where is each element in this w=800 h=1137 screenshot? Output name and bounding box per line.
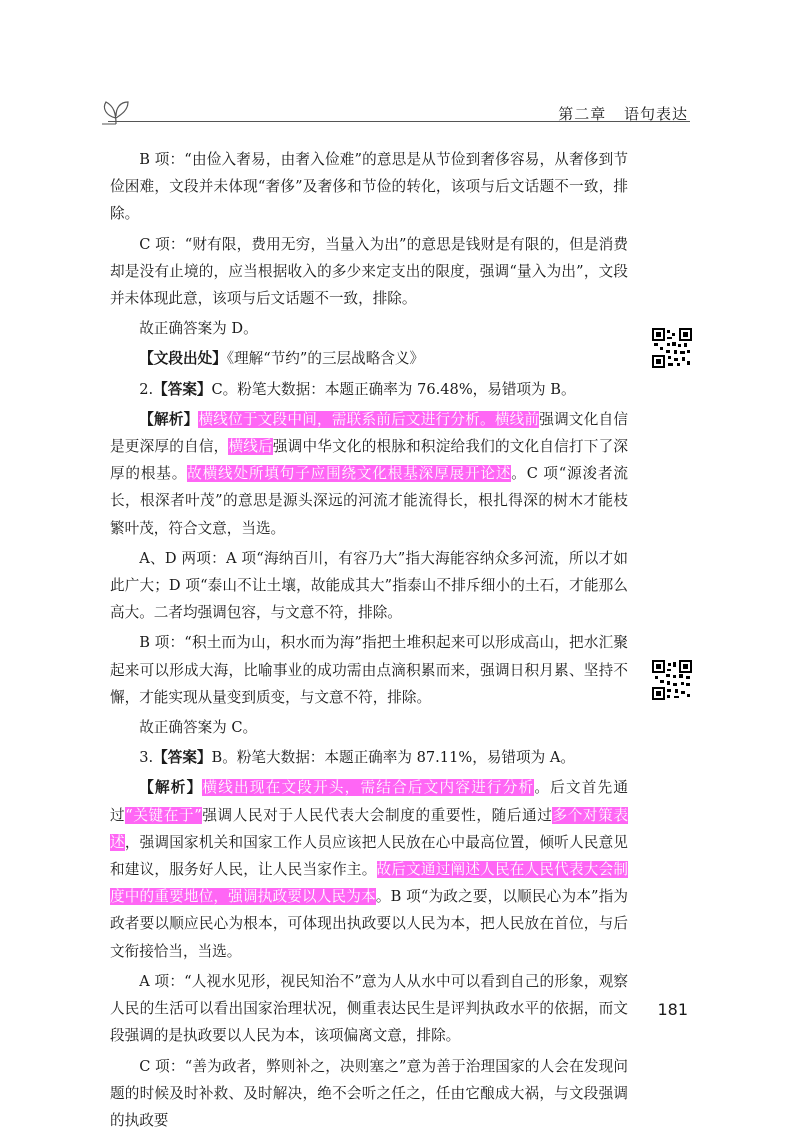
paragraph: [110, 315, 628, 342]
page-number: 181: [657, 1000, 688, 1019]
text-segment: 。后文首先通过: [110, 779, 628, 824]
highlighted-text: 横线后: [228, 438, 273, 456]
paragraph: [110, 774, 628, 964]
paragraph: [110, 968, 628, 1050]
text-segment: 3.: [139, 749, 154, 767]
text-segment: C 项：“善为政者，弊则补之，决则塞之”意为善于治理国家的人会在发现问题的时候及时补救、及时解决，绝不会听之任之，任由它酿成大祸，与文段强调的执政要: [110, 1057, 628, 1129]
answer-explanation-body: [110, 146, 628, 1137]
label-bracket: 【解析】: [139, 410, 199, 428]
chapter-title: 语句表达: [623, 105, 688, 123]
text-segment: 。B 项“为政之要，以顺民心为本”指为政者要以顺应民心为根本，可体现出执政要以人民为本，把人民放在首位，与后文衔接恰当，当选。: [110, 888, 628, 960]
text-segment: 强调中华文化的根脉和积淀给我们的文化自信打下了深厚的根基。: [110, 438, 628, 483]
paragraph: [110, 629, 628, 711]
text-segment: ，强调国家机关和国家工作人员应该把人民放在心中最高位置，倾听人民意见和建议，服务好人民，让人民当家作主。: [110, 833, 628, 879]
paragraph: [110, 714, 628, 741]
text-segment: B。粉笔大数据：本题正确率为 87.11%，易错项为 A。: [211, 749, 575, 767]
label-bracket: 【文段出处】: [139, 350, 227, 368]
text-segment: A 项：“人视水见形，视民知治不”意为人从水中可以看到自己的形象，观察人民的生活可以看出国家治理状况，侧重表达民生是评判执政水平的依据，而文段强调的是执政要以人民为本，该项偏离文意，排除。: [110, 972, 628, 1045]
paragraph: [110, 406, 628, 542]
highlighted-text: “关键在于”: [125, 806, 202, 824]
paragraph: [110, 146, 628, 228]
page-header: [0, 0, 800, 135]
text-segment: 2.: [139, 380, 154, 398]
highlighted-text: 故后文通过阐述人民在人民代表大会制度中的重要地位，强调执政要以人民为本: [110, 861, 628, 906]
paragraph: [110, 345, 628, 372]
highlighted-text: 多个对策表述: [110, 806, 628, 851]
label-bracket: 【答案】: [153, 380, 212, 398]
chapter-number: 第二章: [558, 105, 607, 123]
text-segment: 故正确答案为 D。: [139, 320, 258, 338]
qr-code-icon[interactable]: [652, 328, 692, 368]
text-segment: 故正确答案为 C。: [139, 719, 258, 737]
text-segment: C。粉笔大数据：本题正确率为 76.48%，易错项为 B。: [211, 380, 576, 398]
paragraph: [110, 231, 628, 313]
highlighted-text: 横线位于文段中间，需联系前后文进行分析。横线前: [198, 410, 540, 428]
label-bracket: 【解析】: [139, 779, 203, 797]
qr-code-icon[interactable]: [652, 660, 692, 700]
paragraph: [110, 376, 628, 403]
text-segment: C 项：“财有限，费用无穷，当量入为出”的意思是钱财是有限的，但是消费却是没有止境的，应当根据收入的多少来定支出的限度，强调“量入为出”，文段并未体现此意，该项与后文话题不一致，排除。: [110, 235, 628, 308]
text-segment: B 项：“由俭入奢易，由奢入俭难”的意思是从节俭到奢侈容易，从奢侈到节俭困难，文段并未体现“奢侈”及奢侈和节俭的转化，该项与后文话题不一致，排除。: [110, 151, 628, 223]
paragraph: [110, 744, 628, 771]
text-segment: B 项：“积土而为山，积水而为海”指把土堆积起来可以形成高山，把水汇聚起来可以形成大海，比喻事业的成功需由点滴积累而来，强调日积月累、坚持不懈，才能实现从量变到质变，与文意不符，排除。: [110, 634, 628, 706]
paragraph: [110, 1053, 628, 1135]
text-segment: 《理解“节约”的三层战略含义》: [226, 350, 425, 368]
label-bracket: 【答案】: [153, 749, 212, 767]
chapter-heading: [546, 103, 688, 124]
text-segment: 强调文化自信是更深厚的自信，: [110, 410, 628, 456]
text-segment: 。C 项“源浚者流长，根深者叶茂”的意思是源头深远的河流才能流得长，根扎得深的树木才能枝繁叶茂，符合文意，当选。: [110, 465, 628, 537]
text-segment: 强调人民对于人民代表大会制度的重要性，随后通过: [201, 806, 553, 824]
highlighted-text: 横线出现在文段开头，需结合后文内容进行分析: [202, 779, 535, 797]
paragraph: [110, 545, 628, 627]
text-segment: A、D 两项：A 项“海纳百川，有容乃大”指大海能容纳众多河流，所以才如此广大；D 项“泰山不让土壤，故能成其大”指泰山不排斥细小的土石，才能那么高大。二者均强调包容，与文意不符，排除。: [110, 549, 628, 622]
highlighted-text: 故横线处所填句子应围绕文化根基深厚展开论述: [187, 465, 512, 483]
